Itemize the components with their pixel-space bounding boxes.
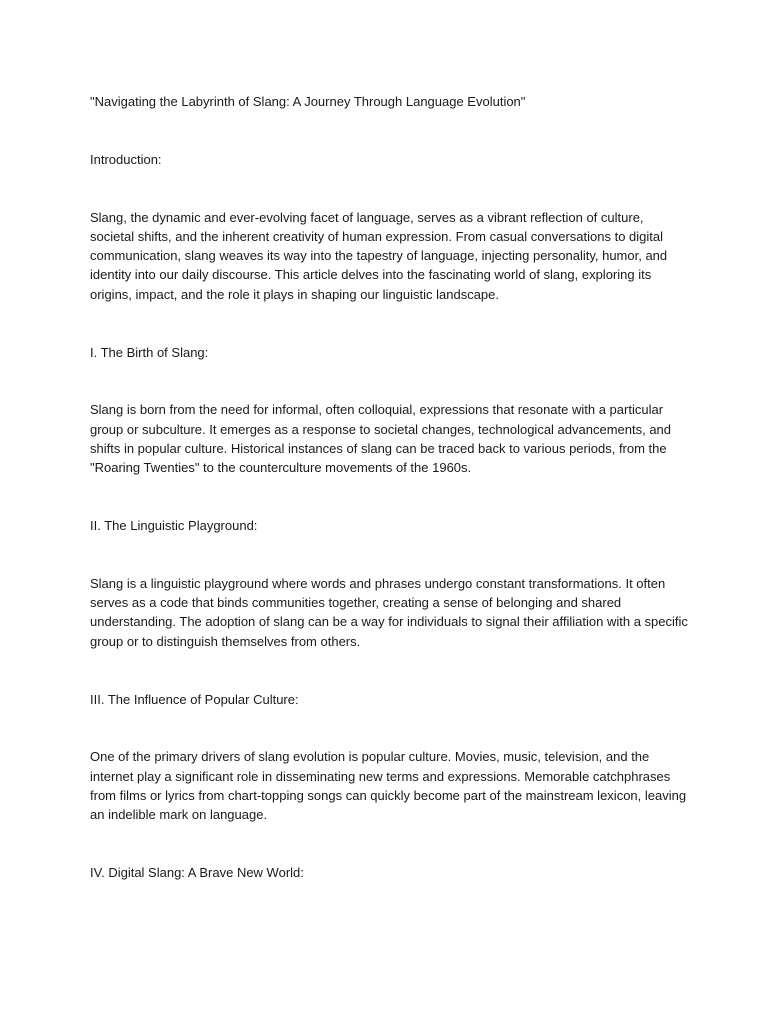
section-heading-linguistic-playground: II. The Linguistic Playground:	[90, 518, 258, 534]
section-heading-birth-of-slang: I. The Birth of Slang:	[90, 344, 209, 360]
document-page	[90, 92, 690, 921]
section-body-birth-of-slang: Slang is born from the need for informal, often colloquial, expressions that resonate with a particular group or subculture. It emerges as a response to societal changes, technological advancements, and shifts in popular culture. Historical instances of slang can be traced back to various periods, from the "Roaring Twenties" to the counterculture movements of the 1960s.	[90, 402, 672, 476]
section-body-popular-culture: One of the primary drivers of slang evolution is popular culture. Movies, music, television, and the internet play a significant role in disseminating new terms and expressions. Memorable catchphrases from films or lyrics from chart-topping songs can quickly become part of the mainstream lexicon, leaving an indelible mark on language.	[90, 749, 687, 823]
document-title: "Navigating the Labyrinth of Slang: A Journey Through Language Evolution"	[90, 94, 526, 109]
section-heading-popular-culture: III. The Influence of Popular Culture:	[90, 691, 299, 707]
section-body-linguistic-playground: Slang is a linguistic playground where words and phrases undergo constant transformations. It often serves as a code that binds communities together, creating a sense of belonging and shared understanding. The adoption of slang can be a way for individuals to signal their affiliation with a specific group or to distinguish themselves from others.	[90, 575, 688, 649]
section-heading-introduction: Introduction:	[90, 151, 162, 167]
section-body-introduction: Slang, the dynamic and ever-evolving facet of language, serves as a vibrant reflection of culture, societal shifts, and the inherent creativity of human expression. From casual conversations to digital communication, slang weaves its way into the tapestry of language, injecting personality, humor, and identity into our daily discourse. This article delves into the fascinating world of slang, exploring its origins, impact, and the role it plays in shaping our linguistic landscape.	[90, 209, 668, 302]
section-heading-digital-slang: IV. Digital Slang: A Brave New World:	[90, 865, 304, 881]
